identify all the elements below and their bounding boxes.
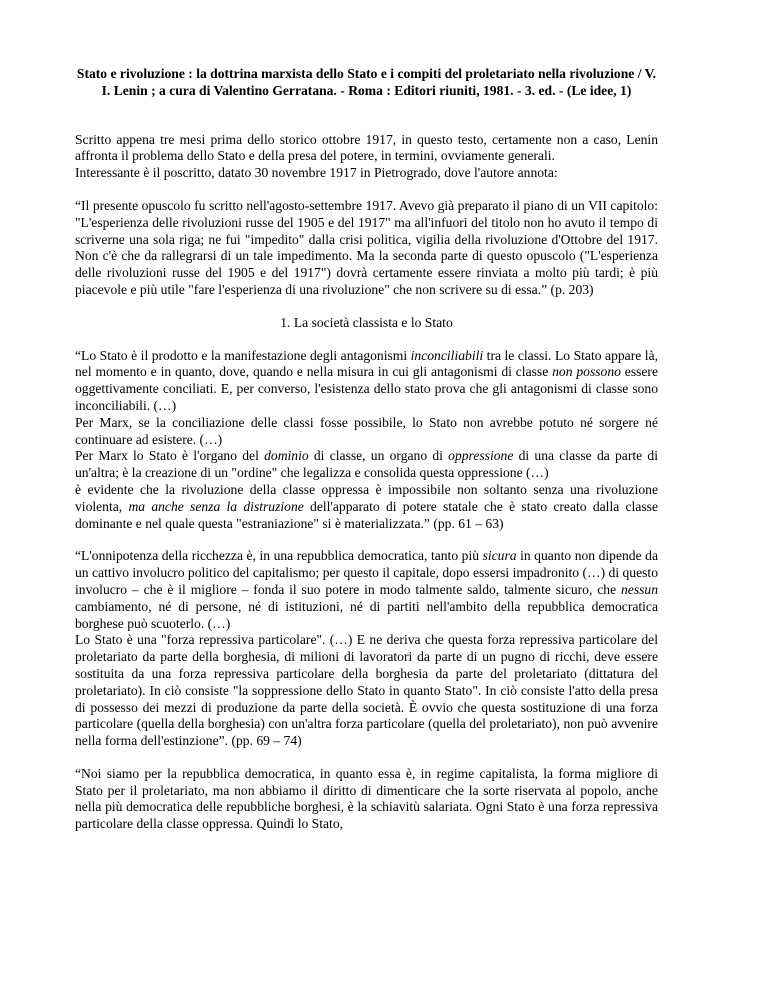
- quote-text: dell'apparato di potere statale che è stato creato dalla classe dominante e nel quale questa "estraniazione" si è materializzata.” (pp. 61 – 63): [75, 498, 658, 531]
- document-page: [75, 66, 658, 849]
- quote-text: di una classe da parte di un'altra; è la creazione di un "ordine" che legalizza e consolida questa oppressione (…): [75, 448, 658, 481]
- emphasis-text: inconciliabili: [410, 347, 484, 363]
- republic-quote-block: [75, 766, 658, 833]
- quote-text: “L'onnipotenza della ricchezza è, in una repubblica democratica, tanto più: [75, 548, 483, 564]
- wealth-quote-block: [75, 548, 658, 750]
- section-heading: 1. La società classista e lo Stato: [280, 314, 453, 330]
- emphasis-text: ma anche senza la distruzione: [128, 498, 304, 514]
- quote-paragraph: [75, 548, 658, 632]
- intro-postscript-note: Interessante è il poscritto, datato 30 novembre 1917 in Pietrogrado, dove l'autore annota:: [75, 165, 558, 181]
- quote-text: Per Marx lo Stato è l'organo del: [75, 448, 265, 464]
- quote-paragraph: [75, 348, 658, 415]
- postscript-quote: “Il presente opuscolo fu scritto nell'agosto-settembre 1917. Avevo già preparato il piano di un VII capitolo: "L'esperienza delle rivoluzioni russe del 1905 e del 1917" ma all'infuori del titolo non ho avuto il tempo di scriverne una sola riga; ne fui "impedito" dalla crisi politica, vigilia della rivoluzione d'Ottobre del 1917. Non c'è che da rallegrarsi di un tale impedimento. Ma la seconda parte di questo opuscolo ("L'esperienza delle rivoluzioni russe del 1905 e del 1917") dovrà certamente essere rinviata a molto più tardi; è più piacevole e più utile "fare l'esperienza di una rivoluzione" che non scrivere su di essa.” (p. 203): [75, 197, 658, 297]
- document-title: Stato e rivoluzione : la dottrina marxista dello Stato e i compiti del proletariato nella rivoluzione / V. I. Lenin ; a cura di Valentino Gerratana. - Roma : Editori riuniti, 1981. - 3. ed. - (Le idee, 1): [76, 66, 657, 98]
- quote-text: essere oggettivamente conciliati. E, per converso, l'esistenza dello stato prova che gli antagonismi di classe sono inconciliabili. (…): [75, 364, 658, 413]
- emphasis-text: non possono: [552, 364, 621, 380]
- emphasis-text: sicura: [482, 548, 517, 564]
- postscript-quote-block: [75, 198, 658, 299]
- quote-text: “Lo Stato è il prodotto e la manifestazione degli antagonismi: [75, 347, 411, 363]
- quote-paragraph: Lo Stato è una "forza repressiva particolare". (…) E ne deriva che questa forza repressiva particolare del proletariato da parte della borghesia, di milioni di lavoratori da parte di un pugno di ricchi, deve essere sostituita da una forza repressiva particolare della borghesia da parte del proletariato (dittatura del proletariato). In ciò consiste "la soppressione dello Stato in quanto Stato". In ciò consiste l'atto della presa di possesso dei mezzi di produzione da parte della società. È ovvio che questa sostituzione di una forza particolare (quella della borghesia) con un'altra forza particolare (quella del proletariato), non può avvenire nella forma dell'estinzione”. (pp. 69 – 74): [75, 632, 658, 749]
- quote-text: di classe, un organo di: [308, 448, 449, 464]
- intro-block: [75, 132, 658, 182]
- emphasis-text: oppressione: [448, 448, 514, 464]
- quote-paragraph: Per Marx, se la conciliazione delle classi fosse possibile, lo Stato non avrebbe potuto né sorgere né continuare ad esistere. (…): [75, 414, 658, 447]
- quote-text: in quanto non dipende da un cattivo involucro politico del capitalismo; per questo il capitale, dopo essersi impadronito (…) di questo involucro – che è il migliore – fonda il suo potere in modo talmente saldo, talmente sicuro, che: [75, 548, 658, 597]
- emphasis-text: dominio: [264, 448, 309, 464]
- quote-paragraph: [75, 482, 658, 532]
- class-society-quote-block: [75, 348, 658, 533]
- quote-paragraph: “Noi siamo per la repubblica democratica, in quanto essa è, in regime capitalista, la forma migliore di Stato per il proletariato, ma non abbiamo il diritto di dimenticare che la sorte riservata al popolo, anche nella più democratica delle repubbliche borghesi, è la schiavitù salariata. Ogni Stato è una forza repressiva particolare della classe oppressa. Quindi lo Stato,: [75, 765, 658, 832]
- quote-paragraph: [75, 448, 658, 482]
- quote-text: è evidente che la rivoluzione della classe oppressa è impossibile non soltanto senza una rivoluzione violenta,: [75, 481, 658, 514]
- intro-paragraph: Scritto appena tre mesi prima dello storico ottobre 1917, in questo testo, certamente non a caso, Lenin affronta il problema dello Stato e della presa del potere, in termini, ovviamente generali.: [75, 131, 658, 164]
- emphasis-text: nessun: [620, 581, 658, 597]
- quote-text: cambiamento, né di persone, né di istituzioni, né di partiti nell'ambito della repubblica democratica borghese può scuoterlo. (…): [75, 598, 658, 631]
- quote-text: tra le classi. Lo Stato appare là, nel momento e in quanto, dove, quando e nella misura in cui gli antagonismi di classe: [75, 347, 658, 380]
